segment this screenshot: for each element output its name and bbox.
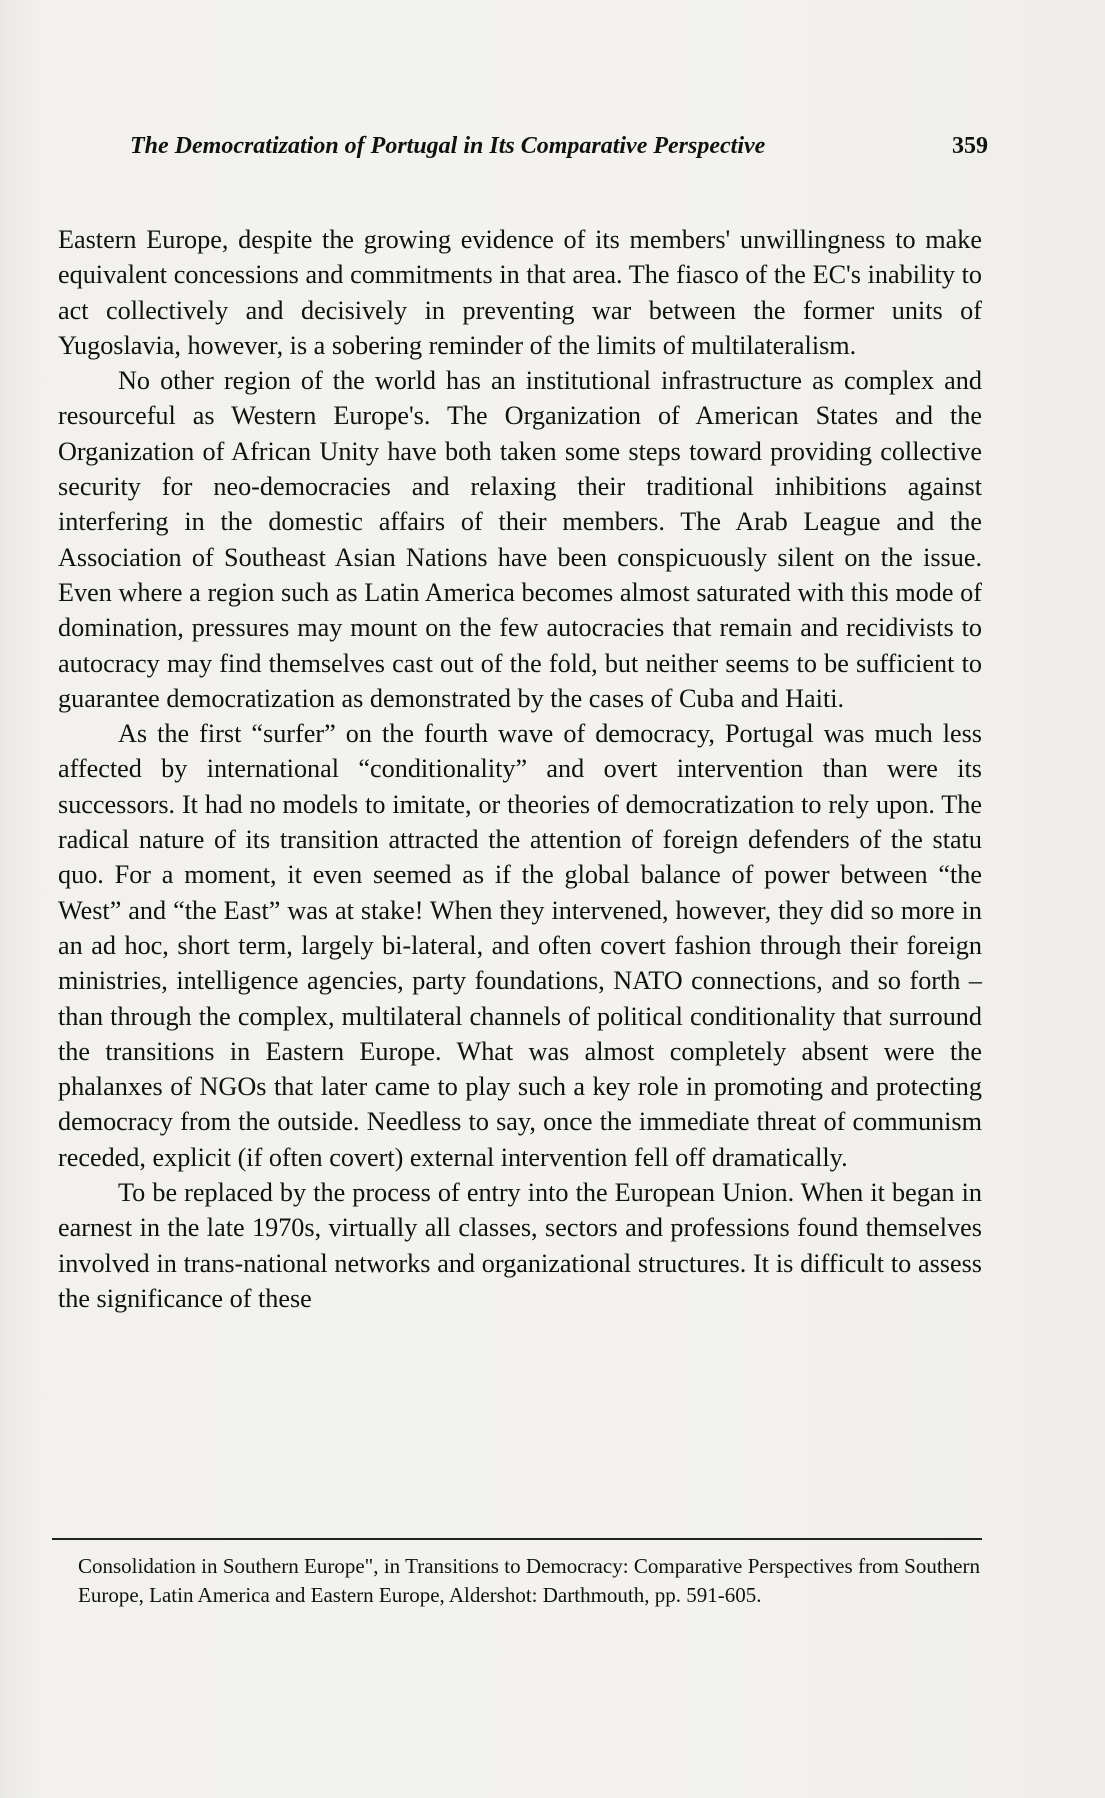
paragraph: No other region of the world has an institutional infrastructure as complex and resourceful as Western Europe's. The Organization of American States and the Organization of African Unity have both taken some steps toward providing collective security for neo-democracies and relaxing their traditional inhibitions against interfering in the domestic affairs of their members. The Arab League and the Association of Southeast Asian Nations have been conspicuously silent on the issue. Even where a region such as Latin America becomes almost saturated with this mode of domination, pressures may mount on the few autocracies that remain and recidivists to autocracy may find themselves cast out of the fold, but neither seems to be sufficient to guarantee democratization as demonstrated by the cases of Cuba and Haiti. (58, 366, 982, 713)
paragraph: As the first “surfer” on the fourth wave of democracy, Portugal was much less affected by international “conditionality” and overt intervention than were its successors. It had no models to imitate, or theories of democratization to rely upon. The radical nature of its transition attracted the attention of foreign defenders of the statu quo. For a moment, it even seemed as if the global balance of power between “the West” and “the East” was at stake! When they intervened, however, they did so more in an ad hoc, short term, largely bi-lateral, and often covert fashion through their foreign ministries, intelligence agencies, party foundations, NATO connections, and so forth – than through the complex, multilateral channels of political conditionality that surround the transitions in Eastern Europe. What was almost completely absent were the phalanxes of NGOs that later came to play such a key role in promoting and protecting democracy from the outside. Needless to say, once the immediate threat of communism receded, explicit (if often covert) external intervention fell off dramatically. (58, 719, 982, 1172)
running-head (130, 128, 988, 164)
paragraph: To be replaced by the process of entry into the European Union. When it began in earnest in the late 1970s, virtually all classes, sectors and professions found themselves involved in trans-national networks and organizational structures. It is difficult to assess the significance of these (58, 1178, 982, 1313)
body-text (58, 222, 982, 1316)
page-number: 359 (952, 133, 988, 159)
footnote-divider (52, 1538, 982, 1540)
paragraph-continued: Eastern Europe, despite the growing evidence of its members' unwillingness to make equivalent concessions and commitments in that area. The fiasco of the EC's inability to act collectively and decisively in preventing war between the former units of Yugoslavia, however, is a sobering reminder of the limits of multilateralism. (58, 225, 982, 360)
running-title: The Democratization of Portugal in Its Comparative Perspective (130, 133, 766, 159)
footnote: Consolidation in Southern Europe", in Transitions to Democracy: Comparative Perspectives from Southern Europe, Latin America and Eastern Europe, Aldershot: Darthmouth, pp. 591-605. (78, 1554, 980, 1607)
